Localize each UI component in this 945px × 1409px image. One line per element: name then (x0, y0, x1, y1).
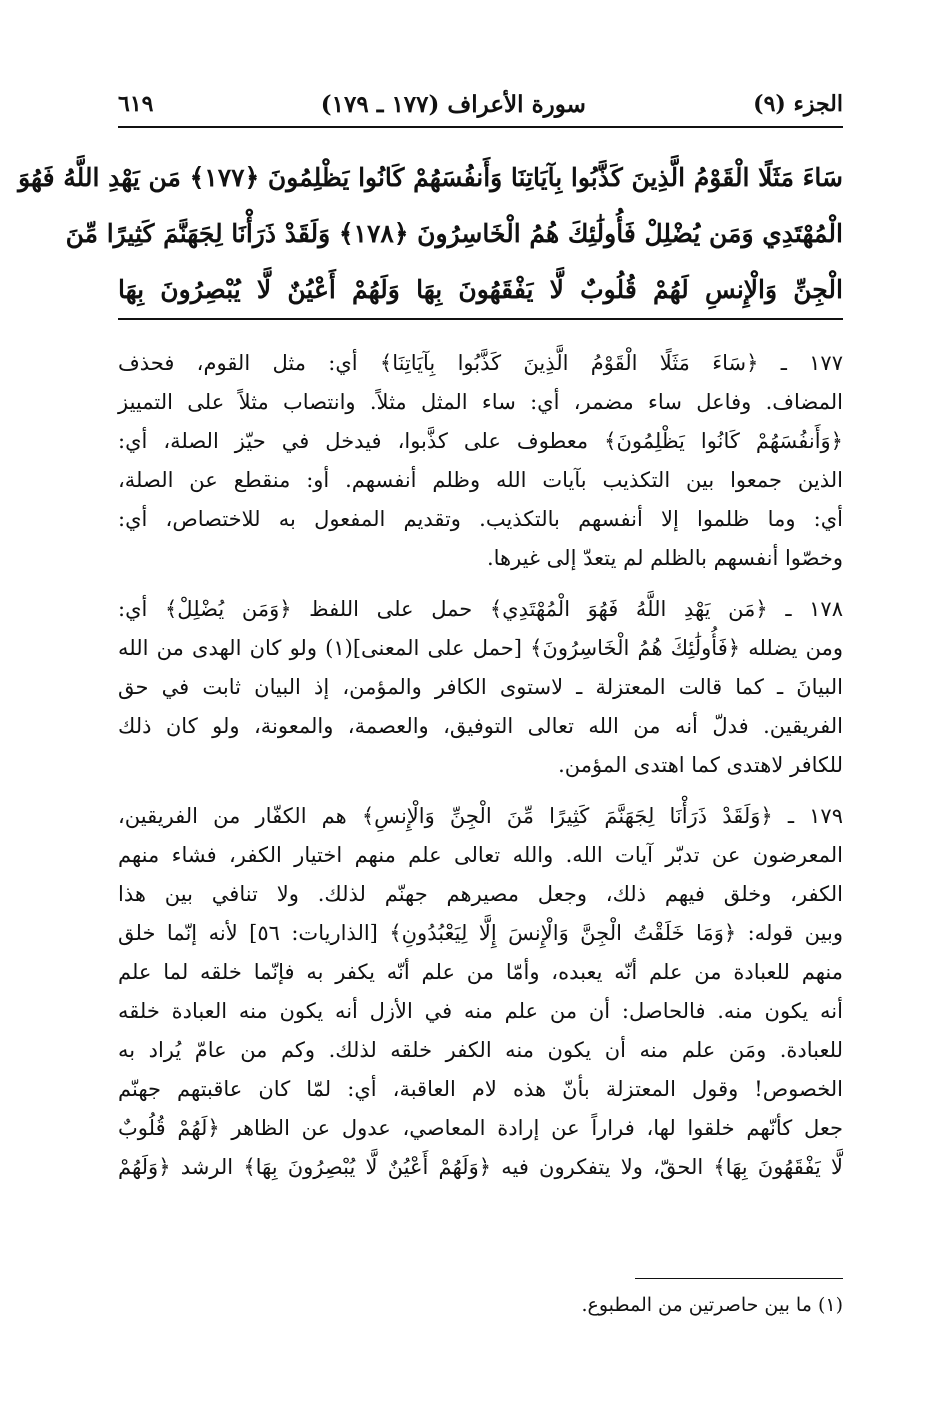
quran-line: سَاءَ مَثَلًا الْقَوْمُ الَّذِينَ كَذَّبُوا بِآيَاتِنَا وَأَنفُسَهُمْ كَانُوا يَظْلِمُونَ ﴿١٧٧﴾ مَن يَهْدِ اللَّهُ فَهُوَ (18, 163, 843, 192)
text-line: البيانَ ـ كما قالت المعتزلة ـ لاستوى الكافر والمؤمن، إذ البيان ثابت في حق (118, 675, 843, 699)
text-line: جعل كأنّهم خلقوا لها، فراراً عن إرادة المعاصي، عدول عن الظاهر ﴿لَهُمْ قُلُوبٌ (118, 1116, 843, 1140)
commentary-paragraph-179 (118, 797, 843, 1187)
verses-divider (118, 318, 843, 320)
text-line: ١٧٩ ـ ﴿وَلَقَدْ ذَرَأْنَا لِجَهَنَّمَ كَثِيرًا مِّنَ الْجِنِّ وَالْإِنسِ﴾ هم الكفّار من الفريقين، (118, 804, 843, 828)
text-line: للكافر لاهتدى كما اهتدى المؤمن. (558, 753, 843, 777)
text-line: ١٧٨ ـ ﴿مَن يَهْدِ اللَّهُ فَهُوَ الْمُهْتَدِي﴾ حمل على اللفظ ﴿وَمَن يُضْلِلْ﴾ أي: (118, 597, 843, 621)
text-line: أنه يكون منه. فالحاصل: أن من علم منه في الأزل أنه يكون منه العبادة خلقه (118, 999, 843, 1023)
commentary-paragraph-178 (118, 590, 843, 785)
quran-line: الْمُهْتَدِي وَمَن يُضْلِلْ فَأُولَٰئِكَ هُمُ الْخَاسِرُونَ ﴿١٧٨﴾ وَلَقَدْ ذَرَأْنَا لِجَهَنَّمَ كَثِيرًا مِّنَ (65, 219, 843, 248)
header-divider (118, 126, 843, 128)
quran-verses-block (18, 150, 843, 318)
text-line: الكفر، وخلق فيهم ذلك، وجعل مصيرهم جهنّم لذلك. ولا تنافي بين هذا (118, 882, 843, 906)
text-line: ﴿وَأَنفُسَهُمْ كَانُوا يَظْلِمُونَ﴾ معطوف على كذَّبوا، فيدخل في حيّز الصلة، أي: (118, 429, 843, 453)
quran-line: الْجِنِّ وَالْإِنسِ لَهُمْ قُلُوبٌ لَّا يَفْقَهُونَ بِهَا وَلَهُمْ أَعْيُنٌ لَّا يُبْصِرُونَ بِهَا (118, 275, 843, 304)
text-line: الفريقين. فدلّ أنه من الله تعالى التوفيق، والعصمة، والمعونة، ولو كان ذلك (118, 714, 843, 738)
commentary (118, 344, 843, 1199)
surah-title: سورة الأعراف (١٧٧ ـ ١٧٩) (320, 90, 586, 118)
text-line: الذين جمعوا بين التكذيب بآيات الله وظلم أنفسهم. أو: منقطع عن الصلة، (118, 468, 843, 492)
text-line: المعرضون عن تدبّر آيات الله. والله تعالى علم منهم اختيار الكفر، فشاء منهم (118, 843, 843, 867)
page-number: ٦١٩ (118, 91, 154, 117)
text-line: ١٧٧ ـ ﴿سَاءَ مَثَلًا الْقَوْمُ الَّذِينَ كَذَّبُوا بِآيَاتِنَا﴾ أي: مثل القوم، فحذف (118, 351, 843, 375)
text-line: لَّا يَفْقَهُونَ بِهَا﴾ الحقّ، ولا يتفكرون فيه ﴿وَلَهُمْ أَعْيُنٌ لَّا يُبْصِرُونَ بِهَا﴾ الرشد ﴿وَلَهُمْ (118, 1155, 843, 1179)
footnote: (١) ما بين حاصرتين من المطبوع. (581, 1294, 843, 1316)
text-line: ومن يضلله ﴿فَأُولَٰئِكَ هُمُ الْخَاسِرُونَ﴾ [حمل على المعنى](١) ولو كان الهدى من الله (118, 636, 843, 660)
text-line: أي: وما ظلموا إلا أنفسهم بالتكذيب. وتقديم المفعول به للاختصاص، أي: (118, 507, 843, 531)
text-line: وخصّوا أنفسهم بالظلم لم يتعدّ إلى غيرها. (486, 546, 843, 570)
footnote-divider (635, 1278, 843, 1279)
text-line: المضاف. وفاعل ساء مضمر، أي: ساء المثل مثلاً. وانتصاب مثلاً على التمييز (118, 390, 843, 414)
page-header (118, 84, 843, 124)
text-line: للعبادة. ومَن علم منه أن يكون منه الكفر خلقه لذلك. وكم من عامّ يُراد به (118, 1038, 843, 1062)
juz-label: الجزء (٩) (753, 91, 843, 117)
text-line: وبين قوله: ﴿وَمَا خَلَقْتُ الْجِنَّ وَالْإِنسَ إِلَّا لِيَعْبُدُونِ﴾ [الذاريات: ٥٦] لأنه إنّما خلق (118, 921, 843, 945)
text-line: منهم للعبادة من علم أنّه يعبده، وأمّا من علم أنّه يكفر به فإنّما خلقه لما علم (118, 960, 843, 984)
commentary-paragraph-177 (118, 344, 843, 578)
text-line: الخصوص! وقول المعتزلة بأنّ هذه لام العاقبة، أي: لمّا كان عاقبتهم جهنّم (118, 1077, 843, 1101)
